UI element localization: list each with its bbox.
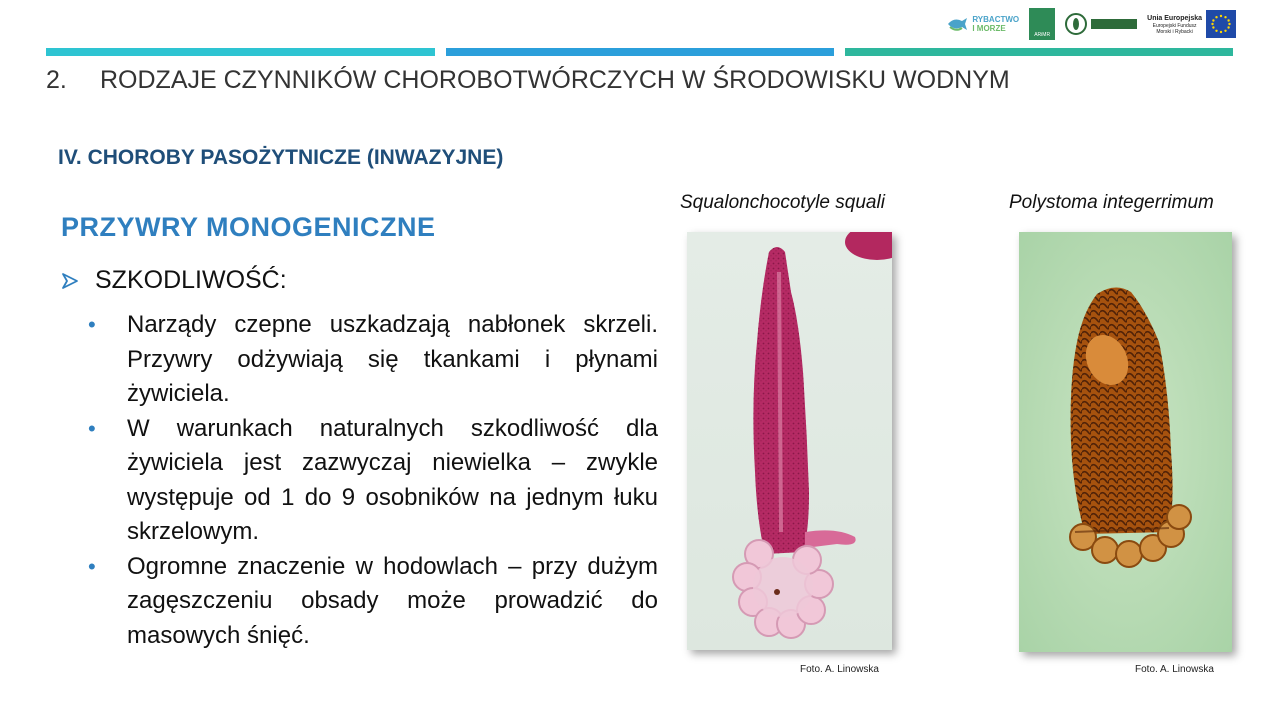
list-item: [88, 550, 658, 654]
photo-squalonchocotyle: [687, 232, 892, 650]
parasite-image-2: [1019, 232, 1232, 652]
arimr-label: ARiMR: [1034, 32, 1051, 38]
title-text: RODZAJE CZYNNIKÓW CHOROBOTWÓRCZYCH W ŚRODOWISKU WODNYM: [100, 66, 1010, 94]
section-title: PRZYWRY MONOGENICZNE: [61, 212, 436, 242]
program-emblem-icon: [1065, 13, 1087, 35]
header-stripe-2: [446, 48, 834, 56]
logo-bar: [946, 8, 1236, 40]
point-text: Narządy czepne uszkadzają nabłonek skrzeli. Przywry odżywiają się tkankami i płynami żywiciela.: [127, 311, 658, 407]
point-text: Ogromne znaczenie w hodowlach – przy dużym zagęszczeniu obsady może prowadzić do masowych śnięć.: [127, 552, 658, 649]
point-text: W warunkach naturalnych szkodliwość dla żywiciela jest zazwyczaj niewielka – zwykle występuje od 1 do 9 osobników na jednym łuku skrzelowym.: [127, 414, 658, 545]
parasite-image-1: [687, 232, 892, 650]
arimr-logo: [1029, 8, 1055, 40]
eu-logo: [1147, 10, 1236, 38]
points-list: [88, 308, 658, 653]
image-caption-1: Squalonchocotyle squali: [680, 192, 885, 213]
list-item: [88, 412, 658, 550]
eu-line1: Europejski Fundusz: [1152, 22, 1197, 29]
eu-line2: Morski i Rybacki: [1156, 28, 1193, 35]
section-number: 2.: [46, 66, 67, 94]
rybactwo-line2: I MORZE: [972, 24, 1006, 33]
fish-icon: [946, 15, 968, 33]
bullet-dot-icon: •: [88, 553, 96, 579]
main-bullet-label: SZKODLIWOŚĆ:: [95, 266, 287, 294]
arrow-bullet-icon: [61, 272, 79, 290]
page-title: [46, 66, 1010, 95]
rybactwo-logo: [946, 15, 1019, 33]
list-item: [88, 308, 658, 412]
program-bar: [1091, 19, 1137, 29]
header-stripe-3: [845, 48, 1233, 56]
image-caption-2: Polystoma integerrimum: [1009, 192, 1214, 213]
eu-flag-icon: [1206, 10, 1236, 38]
photo-polystoma: [1019, 232, 1232, 652]
header-stripe-1: [46, 48, 435, 56]
main-bullet: [61, 266, 287, 295]
photo-credit-1: Foto. A. Linowska: [800, 664, 879, 675]
eu-title: Unia Europejska: [1147, 14, 1202, 22]
rybactwo-line1: RYBACTWO: [972, 15, 1020, 24]
subtitle: IV. CHOROBY PASOŻYTNICZE (INWAZYJNE): [58, 146, 504, 169]
program-logo: [1065, 13, 1137, 35]
bullet-dot-icon: •: [88, 312, 96, 337]
bullet-dot-icon: •: [88, 415, 96, 441]
photo-credit-2: Foto. A. Linowska: [1135, 664, 1214, 675]
